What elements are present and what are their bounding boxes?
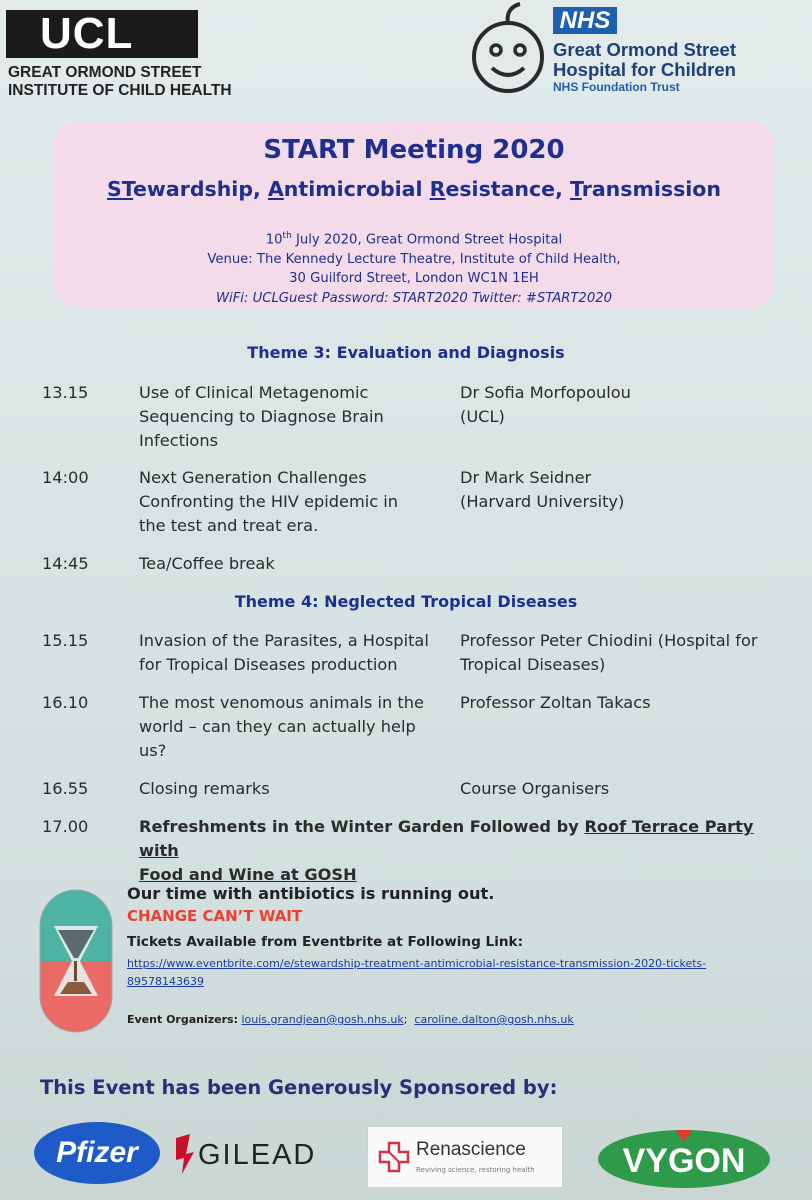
subtitle-word-3: esistance, (445, 177, 570, 201)
session-title: Use of Clinical Metagenomic Sequencing to Diagnose Brain Infections (139, 383, 384, 450)
pfizer-logo (34, 1122, 160, 1184)
nhs-hospital-line2: Hospital for Children (553, 59, 736, 80)
campaign-headline: Our time with antibiotics is running out. (127, 884, 495, 903)
ucl-institute-name (8, 64, 248, 100)
meeting-venue: Venue: The Kennedy Lecture Theatre, Institute of Child Health, (207, 251, 621, 267)
session-title: Next Generation Challenges Confronting the HIV epidemic in the test and treat era. (139, 468, 399, 535)
food-wine-link[interactable]: Food and Wine at GOSH (139, 865, 357, 884)
session-time: 14:00 (42, 468, 89, 487)
meeting-header-box (54, 121, 774, 307)
eventbrite-link[interactable]: https://www.eventbrite.com/e/stewardship-treatment-antimicrobial-resistance-transmission-2020-tickets-89578143639 (127, 957, 707, 988)
nhs-hospital-line1: Great Ormond Street (553, 39, 736, 60)
roof-terrace-link[interactable]: Roof Terrace Party with (139, 817, 754, 860)
meeting-wifi: WiFi: UCLGuest Password: START2020 Twitter: #START2020 (216, 290, 612, 306)
date-suffix: th (282, 231, 292, 241)
subtitle-initial-a: A (267, 177, 284, 201)
campaign-slogan: CHANGE CAN’T WAIT (127, 907, 303, 925)
gilead-logo-text: GILEAD (198, 1139, 317, 1171)
subtitle-initial-r: R (429, 177, 446, 201)
session-speaker: Dr Sofia Morfopoulou (UCL) (460, 383, 631, 426)
organizers-label: Event Organizers: (127, 1013, 238, 1026)
session-title (139, 815, 779, 887)
session-speaker: Professor Peter Chiodini (Hospital for Tropical Diseases) (460, 631, 758, 674)
ucl-institute-line2: INSTITUTE OF CHILD HEALTH (8, 82, 232, 99)
renascience-cross-icon (378, 1141, 410, 1173)
theme-4-heading: Theme 4: Neglected Tropical Diseases (234, 592, 578, 611)
vygon-logo-text: VYGON (622, 1142, 746, 1180)
session-speaker: Dr Mark Seidner (Harvard University) (460, 468, 625, 511)
sponsors-heading: This Event has been Generously Sponsored by: (40, 1076, 558, 1099)
date-rest: July 2020, Great Ormond Street Hospital (291, 232, 563, 248)
meeting-subtitle (54, 177, 774, 201)
session-time: 16.10 (42, 693, 89, 712)
subtitle-word-1: ewardship, (133, 177, 268, 201)
meeting-details (54, 227, 774, 308)
renascience-tagline: Reviving science, restoring health (416, 1166, 535, 1174)
organizer-email-link[interactable]: caroline.dalton@gosh.nhs.uk (414, 1013, 574, 1026)
antibiotic-hourglass-icon (36, 886, 116, 1036)
session-speaker: Course Organisers (460, 779, 610, 798)
meeting-address: 30 Guilford Street, London WC1N 1EH (289, 271, 539, 287)
session-title: The most venomous animals in the world – can they can actually help us? (139, 693, 424, 760)
ucl-logo (6, 10, 198, 58)
subtitle-initial-t: T (570, 177, 582, 201)
session-time: 15.15 (42, 631, 89, 650)
ucl-logo-text: UCL (40, 9, 134, 58)
renascience-logo (367, 1126, 563, 1188)
ucl-institute-line1: GREAT ORMOND STREET (8, 64, 202, 81)
vygon-logo (596, 1128, 772, 1190)
subtitle-word-2: ntimicrobial (283, 177, 430, 201)
event-organizers (127, 1013, 574, 1026)
meeting-title: START Meeting 2020 (263, 135, 565, 165)
nhs-badge: NHS (553, 7, 617, 34)
meeting-date (54, 227, 774, 250)
session-time: 16.55 (42, 779, 89, 798)
date-day: 10 (265, 232, 283, 248)
tickets-info: Tickets Available from Eventbrite at Following Link: (127, 934, 524, 950)
organizer-email-link[interactable]: louis.grandjean@gosh.nhs.uk (241, 1013, 404, 1026)
final-text: Refreshments in the Winter Garden Followed by (139, 817, 585, 836)
session-time: 17.00 (42, 817, 89, 836)
theme-3-heading: Theme 3: Evaluation and Diagnosis (247, 343, 565, 362)
session-speaker: Professor Zoltan Takacs (460, 693, 651, 712)
subtitle-word-4: ransmission (581, 177, 721, 201)
pfizer-logo-text: Pfizer (56, 1136, 138, 1169)
subtitle-initial-st: ST (107, 177, 134, 201)
gosh-face-icon (468, 2, 548, 102)
nhs-trust-line: NHS Foundation Trust (553, 80, 680, 94)
session-time: 14:45 (42, 554, 89, 573)
session-title: Closing remarks (139, 779, 270, 798)
renascience-logo-text: Renascience (416, 1139, 526, 1160)
session-title: Invasion of the Parasites, a Hospital for Tropical Diseases production (139, 631, 429, 674)
session-time: 13.15 (42, 383, 89, 402)
organizers-separator: ; (403, 1013, 408, 1026)
session-title: Tea/Coffee break (139, 554, 275, 573)
